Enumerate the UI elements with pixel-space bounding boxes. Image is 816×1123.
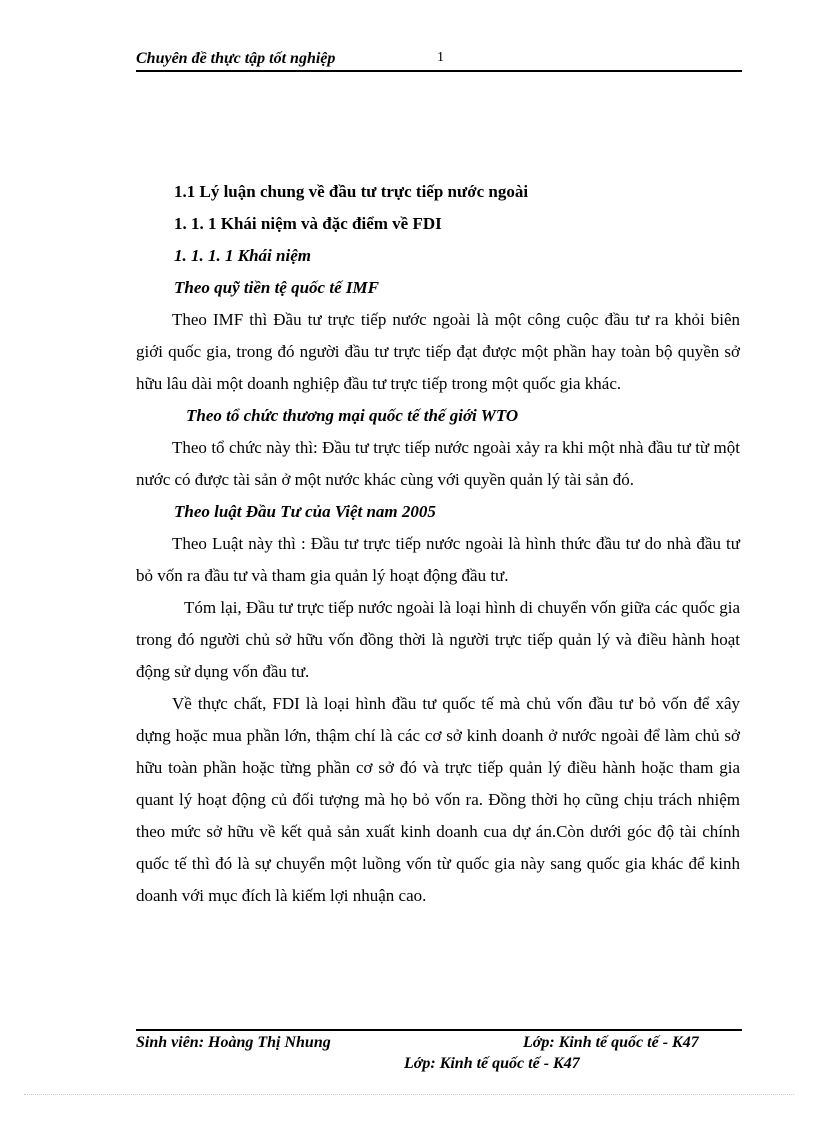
wto-heading: Theo tổ chức thương mại quốc tế thế giới WTO (186, 406, 519, 425)
imf-paragraph: Theo IMF thì Đầu tư trực tiếp nước ngoài là một công cuộc đầu tư ra khỏi biên giới quốc gia, trong đó người đầu tư trực tiếp đạt được một phần hay toàn bộ quyền sở hữu lâu dài một doanh nghiệp đầu tư trực tiếp trong một quốc gia khác. (136, 310, 740, 393)
footer-class-duplicate: Lớp: Kinh tế quốc tế - K47 (404, 1055, 580, 1072)
section-heading: 1.1 Lý luận chung về đầu tư trực tiếp nước ngoài (174, 182, 529, 201)
document-body (136, 176, 740, 912)
wto-paragraph: Theo tổ chức này thì: Đầu tư trực tiếp nước ngoài xảy ra khi một nhà đầu tư từ một nước có được tài sản ở một nước khác cùng với quyền quản lý tài sản đó. (136, 438, 740, 489)
summary-paragraph: Tóm lại, Đầu tư trực tiếp nước ngoài là loại hình di chuyển vốn giữa các quốc gia trong đó người chủ sở hữu vốn đồng thời là người trực tiếp quản lý và điều hành hoạt động sử dụng vốn đầu tư. (136, 598, 740, 681)
footer-class: Lớp: Kinh tế quốc tế - K47 (523, 1034, 699, 1051)
subsubsection-heading: 1. 1. 1. 1 Khái niệm (174, 246, 311, 265)
page-number: 1 (437, 50, 444, 65)
imf-heading: Theo quỹ tiền tệ quốc tế IMF (174, 278, 379, 297)
law-paragraph: Theo Luật này thì : Đầu tư trực tiếp nước ngoài là hình thức đầu tư do nhà đầu tư bỏ vốn ra đầu tư và tham gia quản lý hoạt động đầu tư. (136, 534, 740, 585)
footer-divider (136, 1029, 742, 1031)
header-title: Chuyên đề thực tập tốt nghiệp (136, 50, 336, 67)
law-heading: Theo luật Đầu Tư của Việt nam 2005 (174, 502, 436, 521)
header-divider (136, 70, 742, 72)
footer-student: Sinh viên: Hoàng Thị Nhung (136, 1034, 331, 1051)
essence-paragraph: Về thực chất, FDI là loại hình đầu tư quốc tế mà chủ vốn đầu tư bỏ vốn để xây dựng hoặc mua phần lớn, thậm chí là các cơ sở kinh doanh ở nước ngoài để làm chủ sở hữu toàn phần hoặc từng phần cơ sở đó và trực tiếp quản lý điều hành hoặc tham gia quant lý hoạt động củ đối tượng mà họ bỏ vốn ra. Đồng thời họ cũng chịu trách nhiệm theo mức sở hữu về kết quả sản xuất kinh doanh cua dự án.Còn dưới góc độ tài chính quốc tế thì đó là sự chuyển một luồng vốn từ quốc gia này sang quốc gia khác để kinh doanh với mục đích là kiếm lợi nhuận cao. (136, 694, 740, 905)
page-bottom-border (24, 1094, 794, 1095)
subsection-heading: 1. 1. 1 Khái niệm và đặc điểm về FDI (174, 214, 442, 233)
